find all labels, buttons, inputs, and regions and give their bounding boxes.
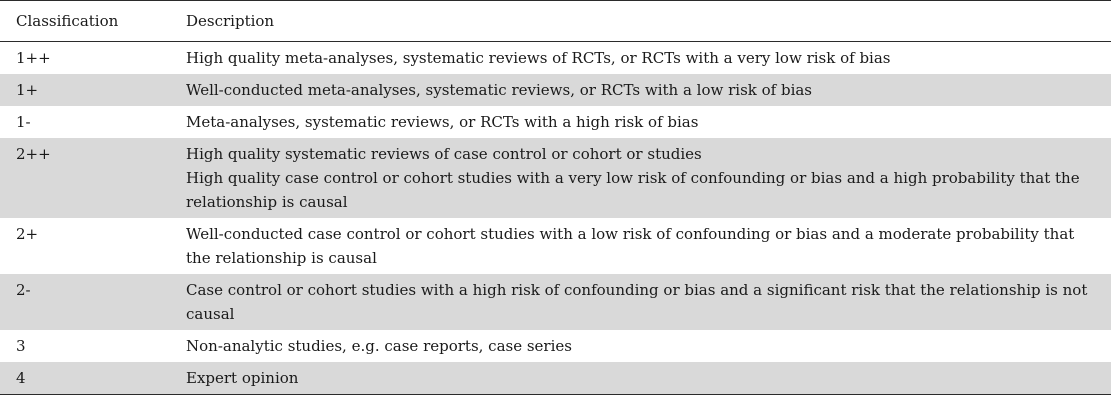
description-line: Expert opinion — [186, 369, 299, 387]
table-row — [0, 362, 1111, 394]
table-body — [0, 42, 1111, 394]
table-row — [0, 42, 1111, 74]
classification-cell: 2++ — [16, 145, 51, 163]
classification-cell: 1+ — [16, 81, 39, 99]
description-cell — [186, 106, 1111, 138]
description-cell — [186, 42, 1111, 74]
table-row — [0, 138, 1111, 218]
description-cell — [186, 74, 1111, 106]
description-cell — [186, 362, 1111, 394]
description-line: High quality systematic reviews of case control or cohort or studies — [186, 145, 702, 163]
table-row — [0, 106, 1111, 138]
table-row — [0, 274, 1111, 330]
description-cell — [186, 218, 1111, 274]
table-row — [0, 330, 1111, 362]
description-cell — [186, 274, 1111, 330]
description-line: Case control or cohort studies with a high risk of confounding or bias and a significant risk that the relationship is not causal — [186, 281, 1088, 323]
description-line: Well-conducted meta-analyses, systematic reviews, or RCTs with a low risk of bias — [186, 81, 813, 99]
classification-cell: 2- — [16, 281, 31, 299]
description-line: Meta-analyses, systematic reviews, or RCTs with a high risk of bias — [186, 113, 699, 131]
description-cell — [186, 138, 1111, 218]
description-line: Non-analytic studies, e.g. case reports, case series — [186, 337, 572, 355]
classification-cell: 2+ — [16, 225, 39, 243]
table-row — [0, 218, 1111, 274]
classification-cell: 3 — [16, 337, 26, 355]
classification-cell: 1- — [16, 113, 31, 131]
header-description: Description — [186, 12, 275, 30]
description-cell — [186, 330, 1111, 362]
description-line: High quality meta-analyses, systematic reviews of RCTs, or RCTs with a very low risk of bias — [186, 49, 891, 67]
description-line: High quality case control or cohort studies with a very low risk of confounding or bias and a high probability that the relationship is causal — [186, 169, 1080, 211]
table-row — [0, 74, 1111, 106]
table-header-row — [0, 1, 1111, 42]
header-classification: Classification — [16, 12, 119, 30]
description-line: Well-conducted case control or cohort studies with a low risk of confounding or bias and a moderate probability that the relationship is causal — [186, 225, 1075, 267]
classification-cell: 1++ — [16, 49, 51, 67]
classification-cell: 4 — [16, 369, 26, 387]
